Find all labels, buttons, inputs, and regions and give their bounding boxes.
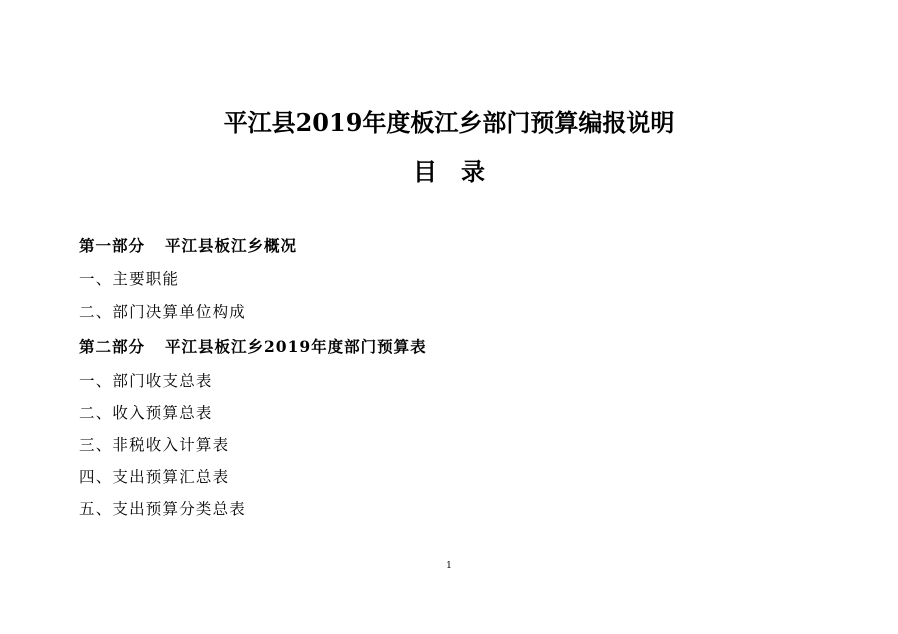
toc-item: 四、支出预算汇总表 (79, 468, 230, 486)
toc-item: 一、主要职能 (79, 270, 180, 288)
toc-heading-char-1: 目 (413, 157, 437, 186)
toc-part-1-title: 平江县板江乡概况 (165, 236, 298, 255)
toc-item: 一、部门收支总表 (79, 372, 213, 390)
toc-heading (0, 157, 898, 187)
toc-part-1-label: 第一部分 (79, 236, 146, 255)
toc-heading-char-2: 录 (461, 157, 485, 186)
toc-part-1 (79, 236, 297, 256)
toc-item: 五、支出预算分类总表 (79, 500, 247, 518)
page-number: 1 (446, 561, 452, 571)
document-title: 平江县2019年度板江乡部门预算编报说明 (223, 108, 675, 137)
toc-item: 三、非税收入计算表 (79, 436, 230, 454)
toc-item: 二、收入预算总表 (79, 404, 213, 422)
toc-part-2 (79, 337, 427, 357)
toc-item: 二、部门决算单位构成 (79, 303, 247, 321)
toc-part-2-label: 第二部分 (79, 337, 146, 356)
toc-part-2-title: 平江县板江乡2019年度部门预算表 (165, 337, 427, 356)
